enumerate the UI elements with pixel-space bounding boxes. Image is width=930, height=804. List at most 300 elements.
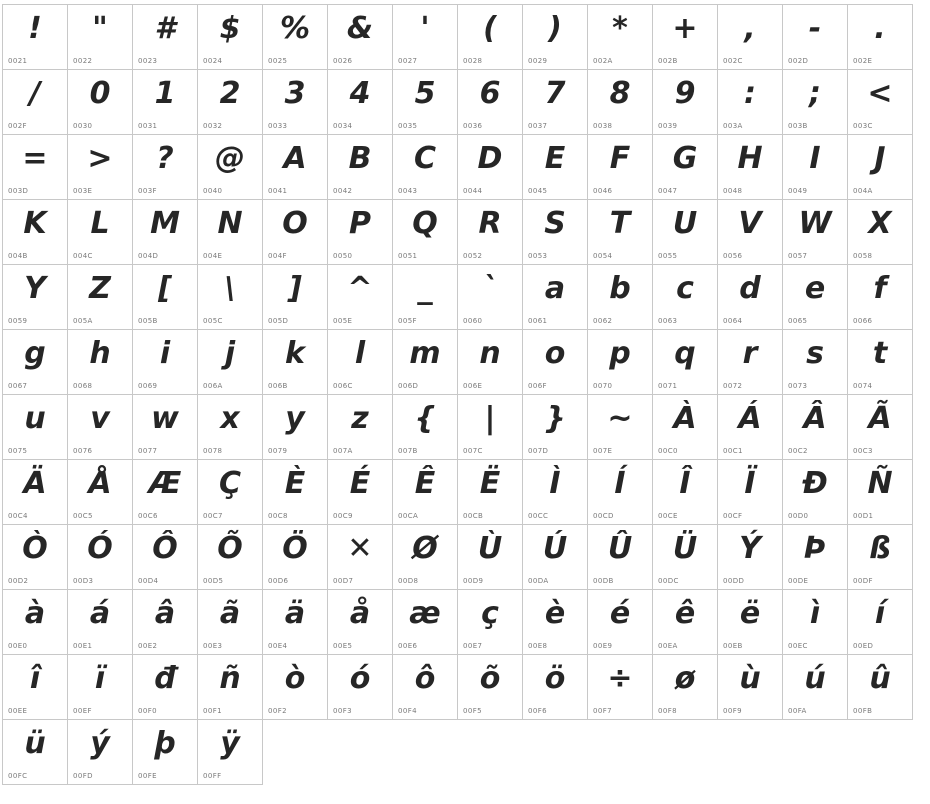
glyph-character: Q <box>412 206 438 241</box>
glyph-cell[interactable] <box>783 70 848 135</box>
glyph-cell[interactable] <box>328 590 393 655</box>
glyph-cell[interactable] <box>133 200 198 265</box>
glyph-codepoint: 00F0 <box>138 707 157 715</box>
glyph-codepoint: 004A <box>853 187 873 195</box>
glyph-character: É <box>349 466 371 501</box>
glyph-character: ✕ <box>347 531 373 566</box>
glyph-character: Ø <box>412 531 438 566</box>
glyph-character: æ <box>409 596 441 631</box>
glyph-cell[interactable] <box>133 330 198 395</box>
glyph-codepoint: 0058 <box>853 252 873 260</box>
glyph-codepoint: 00C9 <box>333 512 353 520</box>
glyph-character: } <box>544 401 566 436</box>
glyph-cell[interactable] <box>588 460 653 525</box>
glyph-cell[interactable] <box>68 460 133 525</box>
glyph-cell[interactable] <box>523 200 588 265</box>
glyph-codepoint: 00EF <box>73 707 92 715</box>
glyph-codepoint: 00D5 <box>203 577 224 585</box>
glyph-cell[interactable] <box>718 200 783 265</box>
glyph-cell[interactable] <box>393 590 458 655</box>
glyph-character: Û <box>607 531 633 566</box>
glyph-cell[interactable] <box>393 395 458 460</box>
glyph-character: k <box>285 336 305 371</box>
glyph-cell[interactable] <box>198 330 263 395</box>
glyph-cell[interactable] <box>718 655 783 720</box>
glyph-cell[interactable] <box>848 330 913 395</box>
glyph-character: \ <box>224 271 236 306</box>
glyph-codepoint: 00C0 <box>658 447 678 455</box>
glyph-character: ~ <box>607 401 633 436</box>
glyph-character: Ê <box>414 466 436 501</box>
glyph-codepoint: 006E <box>463 382 483 390</box>
glyph-codepoint: 00CD <box>593 512 614 520</box>
glyph-cell[interactable] <box>68 655 133 720</box>
glyph-cell[interactable] <box>653 525 718 590</box>
glyph-cell[interactable] <box>458 265 523 330</box>
glyph-cell[interactable] <box>68 590 133 655</box>
glyph-cell[interactable] <box>848 395 913 460</box>
glyph-cell[interactable] <box>848 590 913 655</box>
glyph-cell[interactable] <box>653 590 718 655</box>
glyph-cell[interactable] <box>848 135 913 200</box>
glyph-codepoint: 00ED <box>853 642 874 650</box>
glyph-character: : <box>744 76 756 111</box>
glyph-character: Y <box>24 271 46 306</box>
glyph-character: / <box>29 76 41 111</box>
glyph-cell[interactable] <box>588 135 653 200</box>
glyph-character: B <box>348 141 372 176</box>
glyph-character: { <box>414 401 436 436</box>
glyph-codepoint: 0068 <box>73 382 93 390</box>
glyph-cell[interactable] <box>328 460 393 525</box>
glyph-character: ö <box>544 661 566 696</box>
glyph-cell[interactable] <box>523 525 588 590</box>
glyph-character: ' <box>420 11 430 46</box>
glyph-codepoint: 00C2 <box>788 447 808 455</box>
glyph-cell[interactable] <box>198 590 263 655</box>
glyph-character: 3 <box>284 76 306 111</box>
glyph-character: Ö <box>282 531 308 566</box>
glyph-character: G <box>672 141 698 176</box>
glyph-codepoint: 00D4 <box>138 577 159 585</box>
glyph-character: v <box>90 401 110 436</box>
glyph-cell[interactable] <box>263 590 328 655</box>
glyph-codepoint: 0076 <box>73 447 93 455</box>
glyph-cell[interactable] <box>653 70 718 135</box>
glyph-character: b <box>609 271 631 306</box>
glyph-codepoint: 006D <box>398 382 419 390</box>
glyph-character: f <box>873 271 887 306</box>
glyph-codepoint: 0025 <box>268 57 288 65</box>
glyph-character: À <box>673 401 697 436</box>
glyph-codepoint: 00D3 <box>73 577 94 585</box>
glyph-character: 8 <box>609 76 631 111</box>
glyph-cell[interactable] <box>523 655 588 720</box>
glyph-codepoint: 0051 <box>398 252 418 260</box>
glyph-codepoint: 00EE <box>8 707 28 715</box>
glyph-character: ` <box>482 271 498 306</box>
glyph-character: Ì <box>549 466 561 501</box>
glyph-cell[interactable] <box>523 135 588 200</box>
glyph-codepoint: 00CA <box>398 512 419 520</box>
glyph-codepoint: 004F <box>268 252 287 260</box>
glyph-codepoint: 007B <box>398 447 418 455</box>
glyph-cell[interactable] <box>198 200 263 265</box>
glyph-cell[interactable] <box>718 525 783 590</box>
glyph-cell[interactable] <box>393 265 458 330</box>
glyph-cell[interactable] <box>68 200 133 265</box>
glyph-cell[interactable] <box>718 330 783 395</box>
glyph-cell[interactable] <box>3 135 68 200</box>
glyph-cell[interactable] <box>263 265 328 330</box>
glyph-cell[interactable] <box>68 330 133 395</box>
glyph-cell[interactable] <box>783 590 848 655</box>
glyph-cell[interactable] <box>133 395 198 460</box>
glyph-character: J <box>874 141 886 176</box>
glyph-character: V <box>738 206 762 241</box>
glyph-codepoint: 00E4 <box>268 642 288 650</box>
glyph-character: M <box>150 206 180 241</box>
glyph-codepoint: 0054 <box>593 252 613 260</box>
glyph-codepoint: 004D <box>138 252 159 260</box>
glyph-character: Í <box>614 466 626 501</box>
glyph-cell[interactable] <box>718 5 783 70</box>
glyph-cell[interactable] <box>133 135 198 200</box>
glyph-cell[interactable] <box>198 265 263 330</box>
glyph-cell[interactable] <box>393 135 458 200</box>
glyph-character: z <box>351 401 369 436</box>
glyph-cell[interactable] <box>588 395 653 460</box>
glyph-cell[interactable] <box>783 200 848 265</box>
glyph-cell[interactable] <box>393 70 458 135</box>
glyph-codepoint: 0077 <box>138 447 158 455</box>
glyph-character: y <box>285 401 305 436</box>
glyph-codepoint: 002C <box>723 57 743 65</box>
glyph-cell[interactable] <box>133 460 198 525</box>
glyph-cell[interactable] <box>718 70 783 135</box>
glyph-cell[interactable] <box>458 330 523 395</box>
glyph-cell[interactable] <box>263 70 328 135</box>
glyph-codepoint: 002D <box>788 57 809 65</box>
glyph-cell[interactable] <box>458 395 523 460</box>
glyph-cell[interactable] <box>328 330 393 395</box>
glyph-cell[interactable] <box>653 135 718 200</box>
glyph-cell[interactable] <box>458 655 523 720</box>
glyph-cell[interactable] <box>783 460 848 525</box>
glyph-cell[interactable] <box>653 5 718 70</box>
glyph-codepoint: 00E9 <box>593 642 613 650</box>
glyph-character: " <box>92 11 108 46</box>
glyph-cell[interactable] <box>328 5 393 70</box>
glyph-character: Z <box>89 271 111 306</box>
glyph-codepoint: 00CC <box>528 512 549 520</box>
glyph-cell[interactable] <box>848 655 913 720</box>
glyph-cell[interactable] <box>328 525 393 590</box>
glyph-cell[interactable] <box>263 330 328 395</box>
glyph-cell[interactable] <box>458 200 523 265</box>
glyph-cell[interactable] <box>848 200 913 265</box>
glyph-cell[interactable] <box>848 460 913 525</box>
glyph-cell[interactable] <box>3 655 68 720</box>
glyph-codepoint: 00E8 <box>528 642 548 650</box>
glyph-cell[interactable] <box>523 265 588 330</box>
glyph-cell[interactable] <box>68 525 133 590</box>
glyph-cell[interactable] <box>68 720 133 785</box>
glyph-codepoint: 00F4 <box>398 707 417 715</box>
glyph-character: Þ <box>803 531 827 566</box>
glyph-cell[interactable] <box>133 265 198 330</box>
glyph-cell[interactable] <box>458 5 523 70</box>
glyph-cell[interactable] <box>783 525 848 590</box>
glyph-character: , <box>744 11 756 46</box>
glyph-character: ] <box>288 271 302 306</box>
glyph-codepoint: 00DD <box>723 577 745 585</box>
glyph-codepoint: 00F7 <box>593 707 612 715</box>
glyph-character: Ù <box>477 531 503 566</box>
glyph-cell[interactable] <box>328 655 393 720</box>
glyph-codepoint: 00CB <box>463 512 484 520</box>
glyph-codepoint: 00FB <box>853 707 873 715</box>
glyph-codepoint: 004B <box>8 252 28 260</box>
glyph-character: Ç <box>218 466 242 501</box>
glyph-cell[interactable] <box>718 460 783 525</box>
glyph-codepoint: 0023 <box>138 57 158 65</box>
glyph-cell[interactable] <box>393 200 458 265</box>
glyph-cell[interactable] <box>133 590 198 655</box>
glyph-cell[interactable] <box>3 70 68 135</box>
glyph-character: q <box>674 336 696 371</box>
glyph-character: á <box>89 596 111 631</box>
glyph-codepoint: 00E3 <box>203 642 223 650</box>
glyph-character: ò <box>284 661 306 696</box>
glyph-codepoint: 00E7 <box>463 642 483 650</box>
glyph-codepoint: 003E <box>73 187 93 195</box>
glyph-character: Ð <box>802 466 828 501</box>
glyph-cell[interactable] <box>328 200 393 265</box>
glyph-cell[interactable] <box>68 5 133 70</box>
glyph-cell[interactable] <box>263 5 328 70</box>
glyph-character: P <box>349 206 371 241</box>
glyph-codepoint: 0078 <box>203 447 223 455</box>
glyph-character: I <box>809 141 821 176</box>
glyph-cell[interactable] <box>3 330 68 395</box>
glyph-cell[interactable] <box>523 395 588 460</box>
glyph-cell[interactable] <box>3 525 68 590</box>
glyph-cell[interactable] <box>328 135 393 200</box>
glyph-codepoint: 005A <box>73 317 93 325</box>
glyph-character: Ë <box>479 466 501 501</box>
glyph-cell[interactable] <box>523 5 588 70</box>
glyph-cell[interactable] <box>458 460 523 525</box>
glyph-codepoint: 0053 <box>528 252 548 260</box>
glyph-cell[interactable] <box>653 655 718 720</box>
glyph-cell[interactable] <box>3 460 68 525</box>
glyph-cell[interactable] <box>588 200 653 265</box>
glyph-codepoint: 0039 <box>658 122 678 130</box>
glyph-cell[interactable] <box>393 525 458 590</box>
glyph-codepoint: 0028 <box>463 57 483 65</box>
glyph-cell[interactable] <box>263 460 328 525</box>
glyph-codepoint: 00DC <box>658 577 679 585</box>
glyph-cell[interactable] <box>783 330 848 395</box>
glyph-cell[interactable] <box>198 5 263 70</box>
glyph-character: T <box>609 206 631 241</box>
glyph-codepoint: 0022 <box>73 57 93 65</box>
glyph-cell[interactable] <box>718 395 783 460</box>
glyph-codepoint: 0035 <box>398 122 418 130</box>
glyph-codepoint: 00D8 <box>398 577 419 585</box>
glyph-character: ü <box>24 726 46 761</box>
glyph-cell[interactable] <box>458 590 523 655</box>
glyph-character: ç <box>481 596 499 631</box>
glyph-codepoint: 0061 <box>528 317 548 325</box>
glyph-character: d <box>739 271 761 306</box>
glyph-character: ê <box>674 596 696 631</box>
glyph-cell[interactable] <box>3 200 68 265</box>
glyph-codepoint: 002E <box>853 57 873 65</box>
glyph-character: ä <box>284 596 306 631</box>
glyph-cell[interactable] <box>718 265 783 330</box>
glyph-character: @ <box>215 141 245 176</box>
glyph-cell[interactable] <box>458 135 523 200</box>
glyph-cell[interactable] <box>588 330 653 395</box>
glyph-cell[interactable] <box>588 265 653 330</box>
glyph-character: A <box>283 141 307 176</box>
glyph-codepoint: 0073 <box>788 382 808 390</box>
glyph-cell[interactable] <box>458 70 523 135</box>
glyph-cell[interactable] <box>783 135 848 200</box>
glyph-cell[interactable] <box>198 720 263 785</box>
glyph-character: Ô <box>152 531 178 566</box>
glyph-cell[interactable] <box>68 395 133 460</box>
glyph-codepoint: 00F2 <box>268 707 287 715</box>
glyph-cell[interactable] <box>133 720 198 785</box>
glyph-character: ( <box>483 11 497 46</box>
glyph-cell[interactable] <box>3 590 68 655</box>
glyph-codepoint: 003C <box>853 122 873 130</box>
glyph-cell[interactable] <box>328 395 393 460</box>
glyph-cell[interactable] <box>198 70 263 135</box>
glyph-codepoint: 0066 <box>853 317 873 325</box>
glyph-character: = <box>22 141 48 176</box>
glyph-cell[interactable] <box>588 70 653 135</box>
glyph-character: F <box>609 141 631 176</box>
glyph-cell[interactable] <box>133 5 198 70</box>
glyph-cell[interactable] <box>783 655 848 720</box>
glyph-cell[interactable] <box>198 135 263 200</box>
glyph-cell[interactable] <box>783 395 848 460</box>
glyph-codepoint: 004E <box>203 252 223 260</box>
glyph-character: [ <box>158 271 172 306</box>
glyph-character: Å <box>88 466 112 501</box>
glyph-cell[interactable] <box>198 395 263 460</box>
glyph-cell[interactable] <box>653 330 718 395</box>
glyph-cell[interactable] <box>3 395 68 460</box>
glyph-cell[interactable] <box>263 135 328 200</box>
glyph-cell[interactable] <box>393 330 458 395</box>
glyph-character: x <box>220 401 240 436</box>
glyph-codepoint: 007E <box>593 447 613 455</box>
glyph-character: + <box>672 11 698 46</box>
glyph-cell[interactable] <box>783 265 848 330</box>
glyph-cell[interactable] <box>133 70 198 135</box>
glyph-cell[interactable] <box>393 655 458 720</box>
glyph-cell[interactable] <box>263 395 328 460</box>
glyph-cell[interactable] <box>848 265 913 330</box>
glyph-character: u <box>24 401 46 436</box>
glyph-cell[interactable] <box>523 70 588 135</box>
glyph-cell[interactable] <box>263 655 328 720</box>
glyph-codepoint: 0072 <box>723 382 743 390</box>
glyph-cell[interactable] <box>198 460 263 525</box>
glyph-cell[interactable] <box>588 655 653 720</box>
glyph-cell[interactable] <box>263 200 328 265</box>
glyph-character: m <box>409 336 441 371</box>
glyph-character: Ï <box>744 466 756 501</box>
glyph-character: % <box>279 11 311 46</box>
glyph-character: î <box>29 661 41 696</box>
glyph-cell[interactable] <box>133 525 198 590</box>
glyph-cell[interactable] <box>458 525 523 590</box>
glyph-character: i <box>159 336 171 371</box>
glyph-codepoint: 0055 <box>658 252 678 260</box>
glyph-codepoint: 0036 <box>463 122 483 130</box>
glyph-codepoint: 00EC <box>788 642 808 650</box>
glyph-cell[interactable] <box>653 395 718 460</box>
glyph-cell[interactable] <box>523 590 588 655</box>
glyph-cell[interactable] <box>848 5 913 70</box>
glyph-cell[interactable] <box>198 655 263 720</box>
glyph-cell[interactable] <box>328 70 393 135</box>
glyph-codepoint: 00CE <box>658 512 678 520</box>
glyph-codepoint: 00C8 <box>268 512 288 520</box>
glyph-character: h <box>89 336 111 371</box>
glyph-cell[interactable] <box>718 135 783 200</box>
glyph-codepoint: 0067 <box>8 382 28 390</box>
glyph-cell[interactable] <box>653 460 718 525</box>
glyph-cell[interactable] <box>393 5 458 70</box>
glyph-character: 1 <box>154 76 176 111</box>
glyph-cell[interactable] <box>523 330 588 395</box>
glyph-cell[interactable] <box>3 265 68 330</box>
glyph-cell[interactable] <box>198 525 263 590</box>
glyph-cell[interactable] <box>588 590 653 655</box>
glyph-codepoint: 00C3 <box>853 447 873 455</box>
glyph-cell[interactable] <box>523 460 588 525</box>
glyph-cell[interactable] <box>653 265 718 330</box>
glyph-cell[interactable] <box>68 70 133 135</box>
glyph-cell[interactable] <box>848 525 913 590</box>
glyph-codepoint: 006B <box>268 382 288 390</box>
glyph-cell[interactable] <box>68 135 133 200</box>
glyph-cell[interactable] <box>783 5 848 70</box>
glyph-cell[interactable] <box>3 5 68 70</box>
glyph-cell[interactable] <box>328 265 393 330</box>
glyph-character: Ý <box>739 531 761 566</box>
glyph-cell[interactable] <box>133 655 198 720</box>
glyph-cell[interactable] <box>718 590 783 655</box>
glyph-cell[interactable] <box>263 525 328 590</box>
glyph-codepoint: 0031 <box>138 122 158 130</box>
glyph-cell[interactable] <box>3 720 68 785</box>
glyph-cell[interactable] <box>393 460 458 525</box>
glyph-cell[interactable] <box>588 525 653 590</box>
glyph-cell[interactable] <box>653 200 718 265</box>
glyph-cell[interactable] <box>588 5 653 70</box>
glyph-cell[interactable] <box>68 265 133 330</box>
glyph-cell[interactable] <box>848 70 913 135</box>
glyph-codepoint: 00DF <box>853 577 873 585</box>
